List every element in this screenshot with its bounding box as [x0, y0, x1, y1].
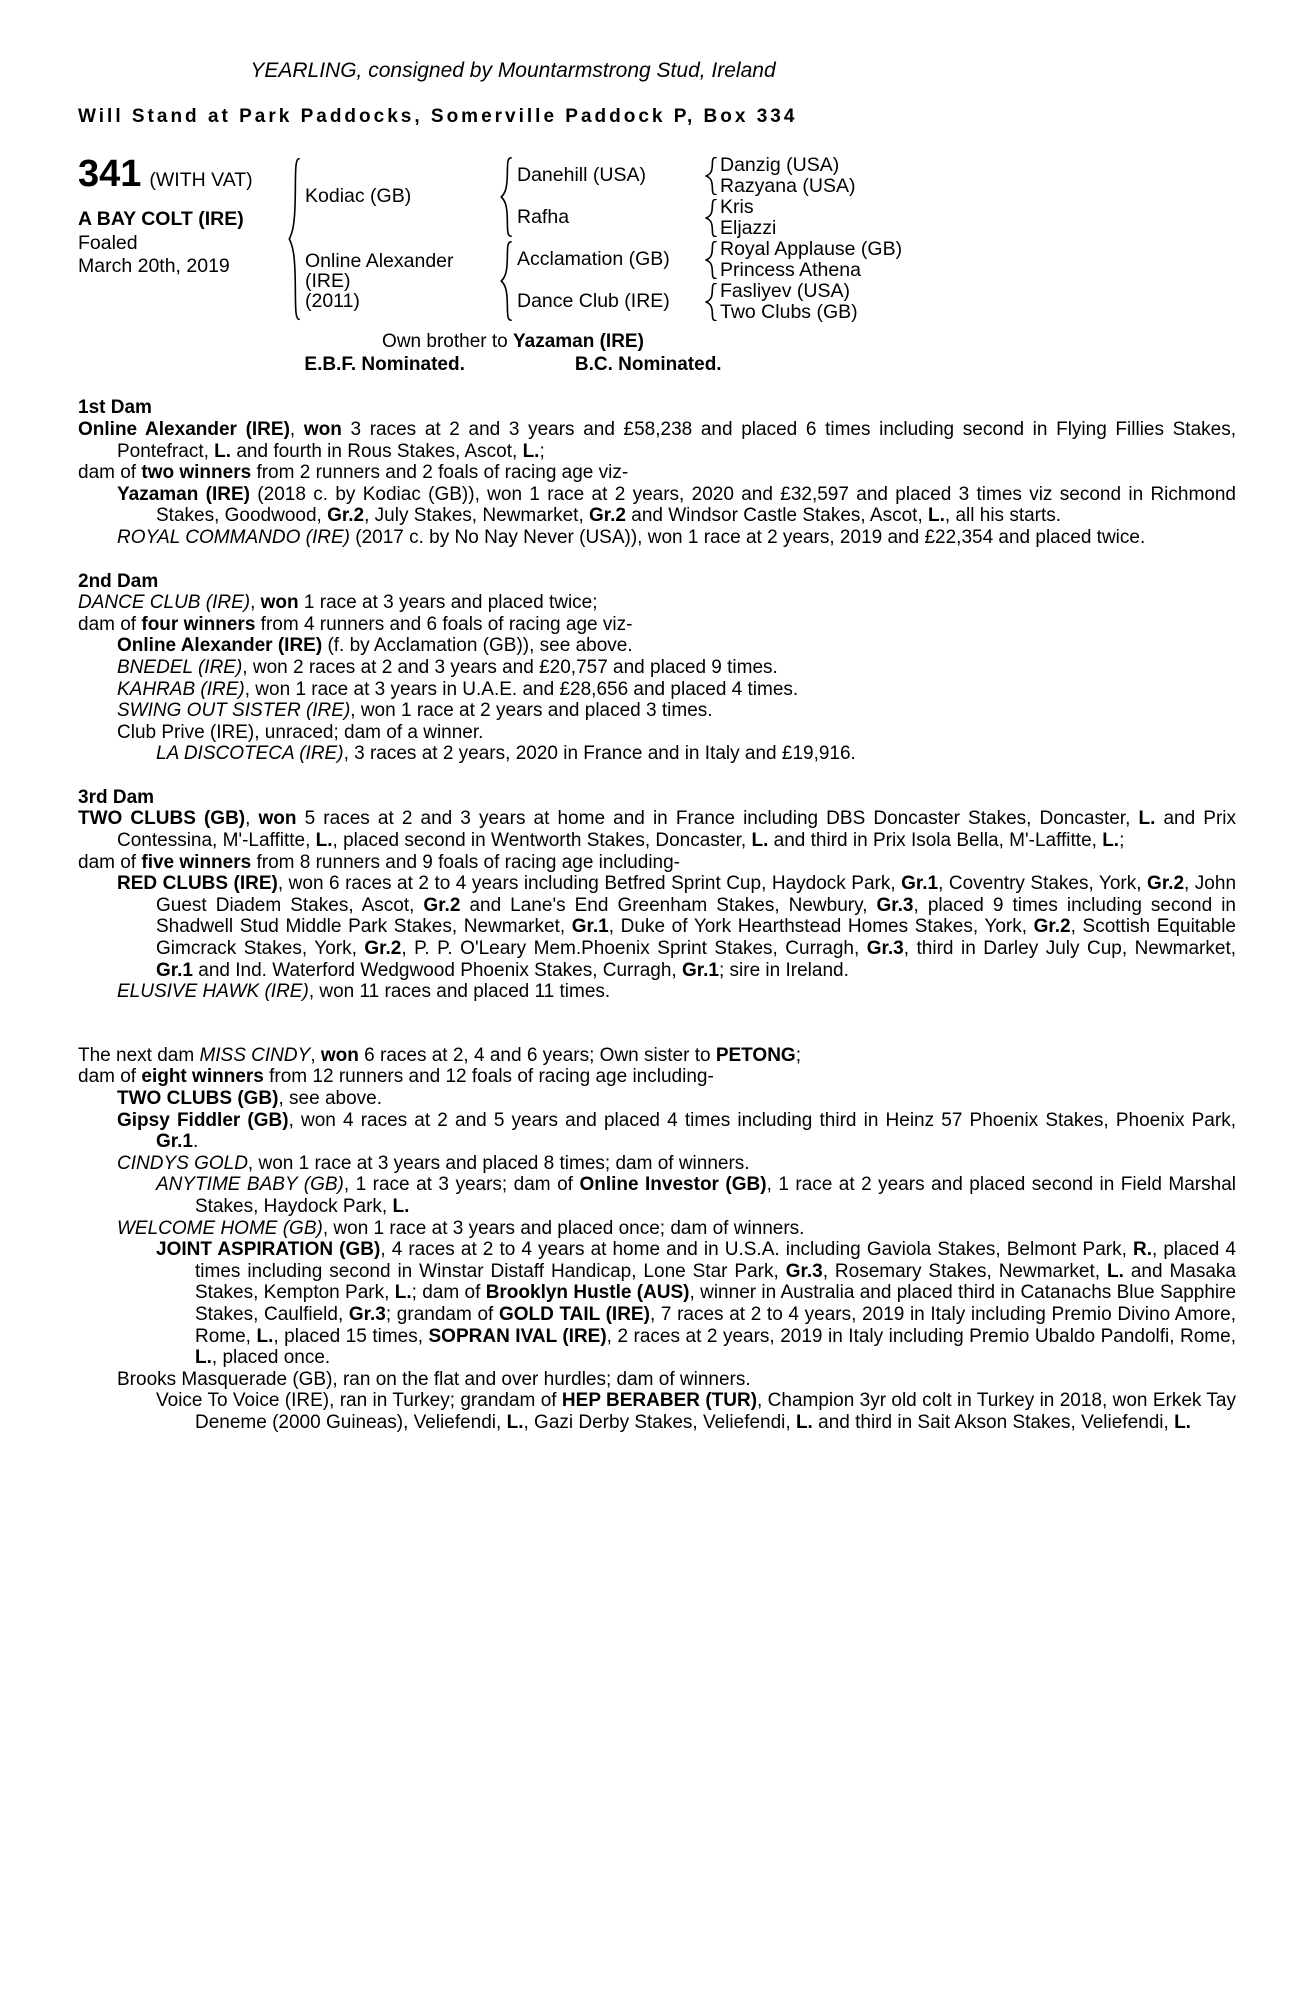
nominations-line	[78, 354, 948, 376]
foaled-label: Foaled	[78, 231, 138, 254]
pedigree-gen3-name: Two Clubs (GB)	[720, 300, 858, 323]
foaled-date: March 20th, 2019	[78, 255, 230, 278]
pedigree-gen3-name: Kris	[720, 195, 754, 218]
pedigree-gen3-brace	[702, 197, 720, 239]
own-brother-note	[78, 331, 948, 353]
para-online-alexander-ref: Online Alexander (IRE) (f. by Acclamation (GB)), see above.	[117, 635, 633, 657]
para-voice-to-voice: Voice To Voice (IRE), ran in Turkey; grandam of HEP BERABER (TUR), Champion 3yr old colt in Turkey in 2018, won Erkek Tay Deneme (2000 Guineas), Veliefendi, L., Gazi Derby Stakes, Veliefendi, L. and third in Sait Akson Stakes, Veliefendi, L.	[156, 1390, 1236, 1433]
stand-location: Will Stand at Park Paddocks, Somerville Paddock P, Box 334	[78, 105, 798, 127]
para-miss-cindy: The next dam MISS CINDY, won 6 races at 2, 4 and 6 years; Own sister to PETONG;	[78, 1044, 801, 1066]
section-heading-2nd-dam: 2nd Dam	[78, 570, 159, 592]
para-dam1-summary: dam of two winners from 2 runners and 2 foals of racing age viz-	[78, 462, 629, 484]
lot-number-row	[78, 153, 283, 196]
para-two-clubs: TWO CLUBS (GB), won 5 races at 2 and 3 years at home and in France including DBS Doncaster Stakes, Doncaster, L. and Prix Contessina, M'-Laffitte, L., placed second in Wentworth Stakes, Doncaster, L. and third in Prix Isola Bella, M'-Laffitte, L.;	[78, 808, 1236, 852]
para-bnedel: BNEDEL (IRE), won 2 races at 2 and 3 years and £20,757 and placed 9 times.	[117, 656, 778, 678]
pedigree-gen3-name: Eljazzi	[720, 216, 777, 239]
section-heading-1st-dam: 1st Dam	[78, 397, 152, 419]
section-next-dam	[78, 1045, 1236, 1434]
pedigree-gen3-brace	[702, 239, 720, 281]
para-two-clubs-ref: TWO CLUBS (GB), see above.	[117, 1088, 383, 1109]
ebf-nominated: E.B.F. Nominated.	[304, 353, 465, 375]
pedigree-gen3-name: Razyana (USA)	[720, 174, 856, 197]
para-red-clubs: RED CLUBS (IRE), won 6 races at 2 to 4 years including Betfred Sprint Cup, Haydock Park, Gr.1, Coventry Stakes, York, Gr.2, John Guest Diadem Stakes, Ascot, Gr.2 and Lane's End Greenham Stakes, Newbury, Gr.3, placed 9 times including second in Shadwell Stud Middle Park Stakes, Newmarket, Gr.1, Duke of York Hearthstead Homes Stakes, York, Gr.2, Scottish Equitable Gimcrack Stakes, York, Gr.2, P. P. O'Leary Mem.Phoenix Sprint Stakes, Curragh, Gr.3, third in Darley July Cup, Newmarket, Gr.1 and Ind. Waterford Wedgwood Phoenix Stakes, Curragh, Gr.1; sire in Ireland.	[117, 873, 1237, 981]
para-yazaman: Yazaman (IRE) (2018 c. by Kodiac (GB)), won 1 race at 2 years, 2020 and £32,597 and placed 3 times viz second in Richmond Stakes, Goodwood, Gr.2, July Stakes, Newmarket, Gr.2 and Windsor Castle Stakes, Ascot, L., all his starts.	[117, 483, 1236, 527]
pedigree-sire-name: Kodiac (GB)	[305, 185, 412, 208]
pedigree-dam-line2: (IRE)	[305, 270, 351, 293]
pedigree-dam-brace	[495, 239, 517, 323]
para-elusive-hawk: ELUSIVE HAWK (IRE), won 11 races and placed 11 times.	[117, 981, 611, 1003]
pedigree-gen3-name: Fasliyev (USA)	[720, 279, 851, 302]
lot-info	[78, 155, 283, 323]
pedigree-gen2-name: Danehill (USA)	[517, 164, 646, 187]
lot-vat-note: (WITH VAT)	[149, 169, 253, 192]
pedigree-gen3-name: Royal Applause (GB)	[720, 237, 903, 260]
section-3rd-dam	[78, 787, 1236, 1003]
para-la-discoteca: LA DISCOTECA (IRE), 3 races at 2 years, 2020 in France and in Italy and £19,916.	[156, 743, 856, 765]
consignor-title: YEARLING, consigned by Mountarmstrong Stud, Ireland	[250, 59, 776, 82]
para-dam2-summary: dam of four winners from 4 runners and 6 foals of racing age viz-	[78, 613, 633, 635]
para-kahrab: KAHRAB (IRE), won 1 race at 3 years in U.A.E. and £28,656 and placed 4 times.	[117, 678, 799, 700]
para-brooks-masquerade: Brooks Masquerade (GB), ran on the flat and over hurdles; dam of winners.	[117, 1368, 751, 1390]
pedigree-table	[78, 155, 1236, 323]
pedigree-gen3-brace	[702, 155, 720, 197]
section-heading-3rd-dam: 3rd Dam	[78, 786, 155, 808]
para-gipsy-fiddler: Gipsy Fiddler (GB), won 4 races at 2 and 5 years and placed 4 times including third in Heinz 57 Phoenix Stakes, Phoenix Park, Gr.1.	[117, 1109, 1236, 1153]
pedigree-sire-brace	[495, 155, 517, 239]
para-royal-commando: ROYAL COMMANDO (IRE) (2017 c. by No Nay Never (USA)), won 1 race at 2 years, 2019 and £22,354 and placed twice.	[117, 526, 1146, 548]
lot-number: 341	[78, 153, 142, 196]
para-welcome-home: WELCOME HOME (GB), won 1 race at 3 years and placed once; dam of winners.	[117, 1217, 805, 1239]
pedigree-gen2-name: Rafha	[517, 206, 570, 229]
own-brother-name: Yazaman (IRE)	[513, 331, 644, 353]
para-cindys-gold: CINDYS GOLD, won 1 race at 3 years and placed 8 times; dam of winners.	[117, 1152, 750, 1174]
colt-description: A BAY COLT (IRE)	[78, 208, 244, 231]
pedigree-dam-name	[305, 239, 495, 323]
pedigree-gen2-name: Acclamation (GB)	[517, 248, 670, 271]
pedigree-main-brace	[283, 155, 305, 323]
para-dam3-summary: dam of five winners from 8 runners and 9 foals of racing age including-	[78, 851, 681, 873]
para-online-alexander: Online Alexander (IRE), won 3 races at 2 and 3 years and £58,238 and placed 6 times including second in Flying Fillies Stakes, Pontefract, L. and fourth in Rous Stakes, Ascot, L.;	[78, 418, 1237, 462]
para-anytime-baby: ANYTIME BABY (GB), 1 race at 3 years; dam of Online Investor (GB), 1 race at 2 years and placed second in Field Marshal Stakes, Haydock Park, L.	[156, 1174, 1236, 1217]
section-2nd-dam	[78, 571, 1236, 765]
pedigree-gen3-name: Danzig (USA)	[720, 153, 840, 176]
bc-nominated: B.C. Nominated.	[574, 353, 722, 375]
pedigree-gen3-name: Princess Athena	[720, 258, 861, 281]
pedigree-gen3-brace	[702, 281, 720, 323]
section-1st-dam	[78, 397, 1236, 548]
own-brother-prefix: Own brother to	[382, 331, 513, 353]
para-nextdam-summary: dam of eight winners from 12 runners and 12 foals of racing age including-	[78, 1066, 714, 1088]
para-swing-out-sister: SWING OUT SISTER (IRE), won 1 race at 2 years and placed 3 times.	[117, 700, 713, 722]
pedigree-gen2-name: Dance Club (IRE)	[517, 290, 670, 313]
para-club-prive: Club Prive (IRE), unraced; dam of a winner.	[117, 721, 484, 743]
pedigree-dam-line1: Online Alexander	[305, 250, 454, 273]
para-joint-aspiration: JOINT ASPIRATION (GB), 4 races at 2 to 4 years at home and in U.S.A. including Gaviola Stakes, Belmont Park, R., placed 4 times including second in Winstar Distaff Handicap, Lone Star Park, Gr.3, Rosemary Stakes, Newmarket, L. and Masaka Stakes, Kempton Park, L.; dam of Brooklyn Hustle (AUS), winner in Australia and placed third in Catanachs Blue Sapphire Stakes, Caulfield, Gr.3; grandam of GOLD TAIL (IRE), 7 races at 2 to 4 years, 2019 in Italy including Premio Divino Amore, Rome, L., placed 15 times, SOPRAN IVAL (IRE), 2 races at 2 years, 2019 in Italy including Premio Ubaldo Pandolfi, Rome, L., placed once.	[156, 1239, 1237, 1369]
para-dance-club: DANCE CLUB (IRE), won 1 race at 3 years and placed twice;	[78, 592, 598, 614]
pedigree-dam-line3: (2011)	[305, 290, 360, 313]
